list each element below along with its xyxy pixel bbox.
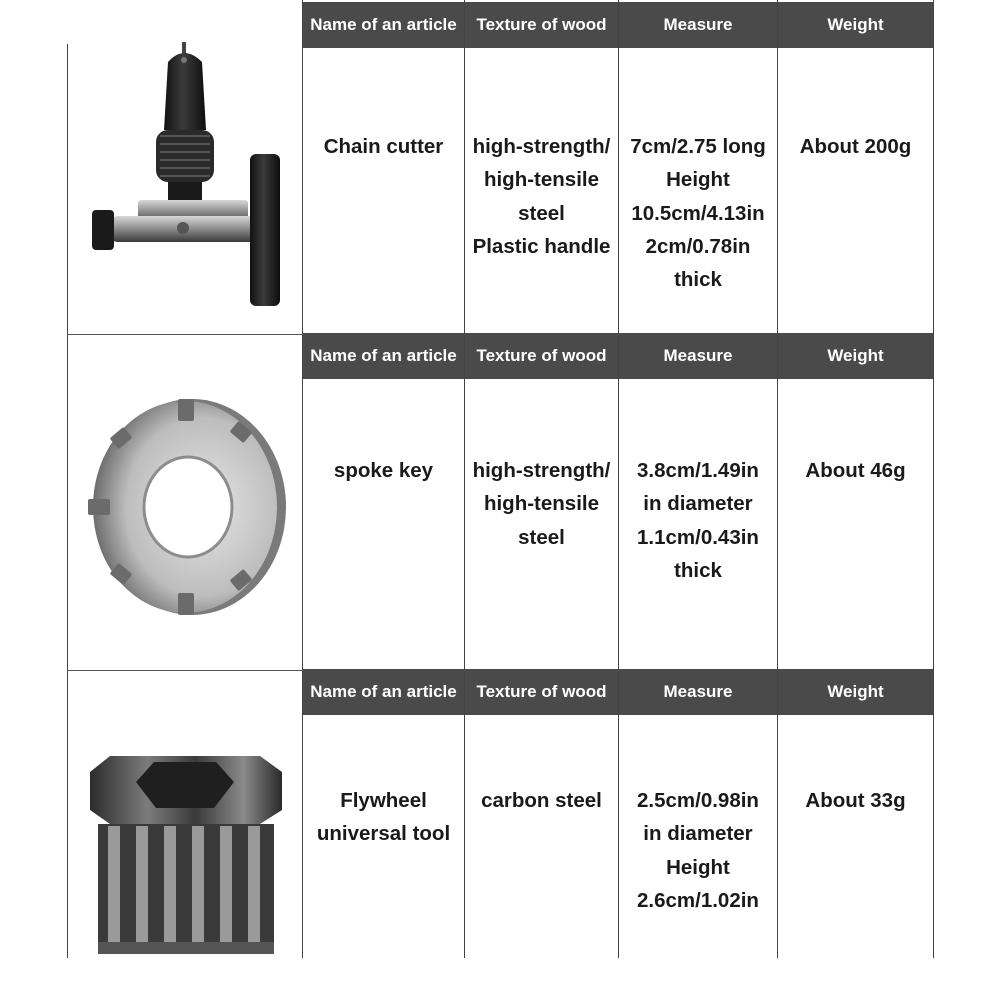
row2-weight: About 46g [805,459,906,482]
header-weight: Weight [778,2,933,48]
header-material: Texture of wood [465,333,618,379]
row1-material: high-strength/ high-tensile steel Plastic handle [472,135,611,258]
header-material: Texture of wood [465,669,618,715]
row3-measure: 2.5cm/0.98in in diameter Height 2.6cm/1.02in [637,789,759,912]
header-name: Name of an article [303,669,464,715]
row2-material: high-strength/ high-tensile steel [472,459,611,549]
header-measure: Measure [619,2,777,48]
row3-weight: About 33g [805,789,906,812]
spoke-key-icon [82,395,288,621]
header-measure: Measure [619,333,777,379]
chain-cutter-icon [78,40,293,325]
row1-name: Chain cutter [323,135,444,158]
row2-measure: 3.8cm/1.49in in diameter 1.1cm/0.43in thick [637,459,759,582]
row1-weight: About 200g [799,135,912,158]
row2-name: spoke key [333,459,434,482]
header-measure: Measure [619,669,777,715]
grid-line [67,44,68,958]
row1-measure: 7cm/2.75 long Height 10.5cm/4.13in 2cm/0.78in thick [630,135,766,292]
header-weight: Weight [778,669,933,715]
row3-name: Flywheel universal tool [316,789,451,846]
row3-material: carbon steel [481,789,602,812]
header-weight: Weight [778,333,933,379]
grid-line [933,0,934,958]
header-name: Name of an article [303,2,464,48]
flywheel-tool-icon [84,752,288,956]
header-material: Texture of wood [465,2,618,48]
header-name: Name of an article [303,333,464,379]
